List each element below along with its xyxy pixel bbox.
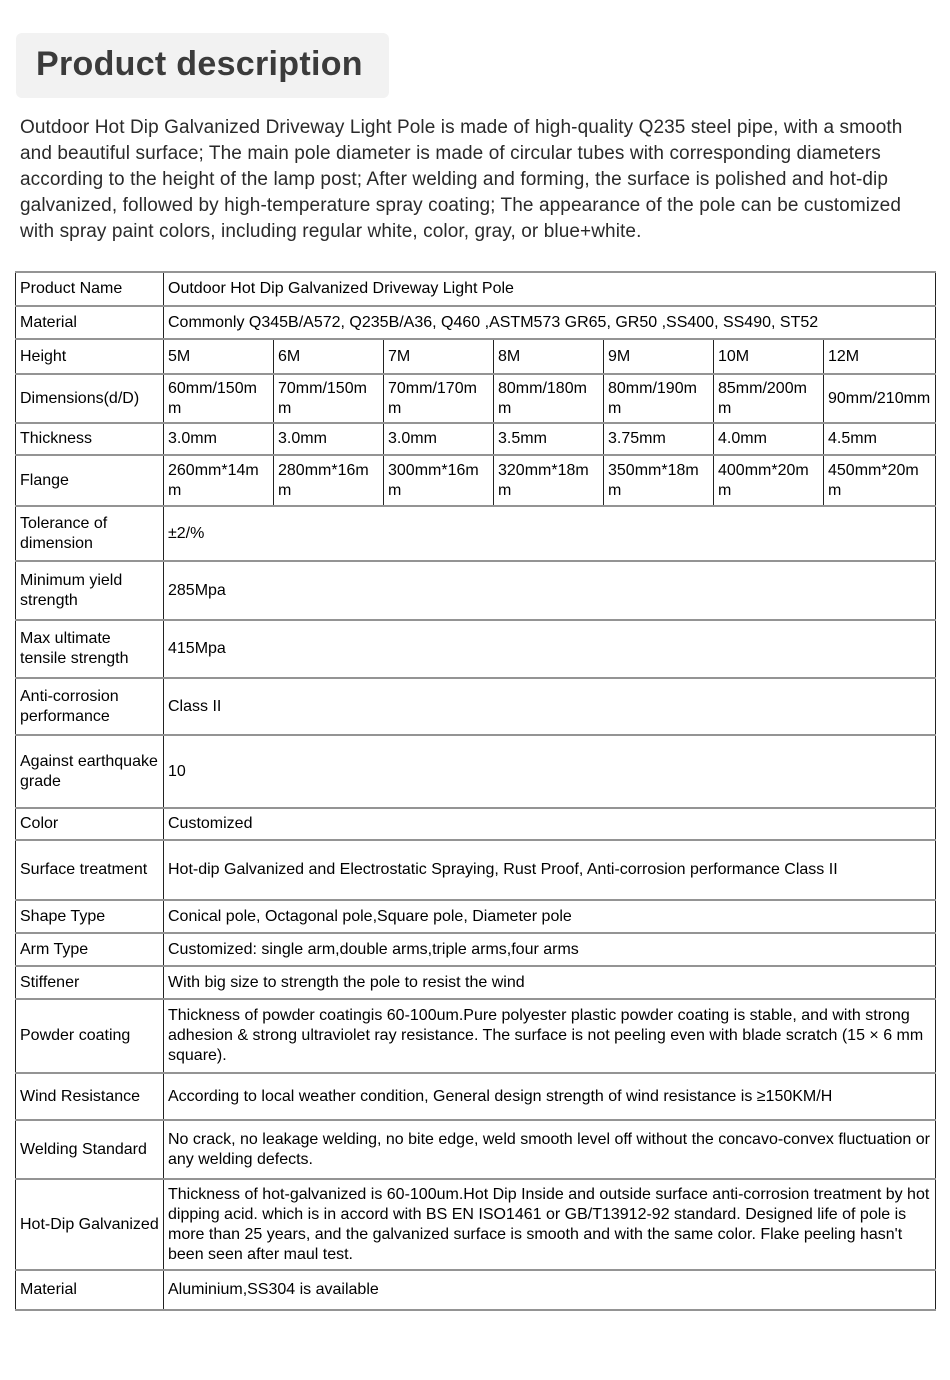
row-label: Product Name <box>16 272 164 306</box>
spec-value: Customized <box>164 808 936 840</box>
table-row-tolerance <box>16 506 936 561</box>
spec-value: Hot-dip Galvanized and Electrostatic Spraying, Rust Proof, Anti-corrosion performance Class II <box>164 840 936 900</box>
spec-value: Thickness of powder coatingis 60-100um.Pure polyester plastic powder coating is stable, and with strong adhesion & strong ultraviolet ray resistance. The surface is not peeling even with blade scratch (15 × 6 mm square). <box>164 999 936 1073</box>
spec-value: ±2/% <box>164 506 936 561</box>
table-row-powder-coating <box>16 999 936 1073</box>
spec-value: Thickness of hot-galvanized is 60-100um.Hot Dip Inside and outside surface anti-corrosion treatment by hot dipping acid. which is in accord with BS EN ISO1461 or GB/T13912-92 standard. Designed life of pole is more than 25 years, and the galvanized surface is smooth and with the same color. Flake peeling hasn't been seen after maul test. <box>164 1179 936 1270</box>
spec-value: 3.0mm <box>384 423 494 455</box>
spec-value: No crack, no leakage welding, no bite edge, weld smooth level off without the concavo-convex fluctuation or any welding defects. <box>164 1120 936 1179</box>
row-label: Thickness <box>16 423 164 455</box>
table-row-color <box>16 808 936 840</box>
table-row-earthquake <box>16 735 936 808</box>
spec-value: Outdoor Hot Dip Galvanized Driveway Light Pole <box>164 272 936 306</box>
spec-value: 70mm/150mm <box>274 374 384 423</box>
row-label: Minimum yield strength <box>16 561 164 620</box>
table-row-welding-standard <box>16 1120 936 1179</box>
spec-value: 3.5mm <box>494 423 604 455</box>
spec-value: With big size to strength the pole to resist the wind <box>164 966 936 999</box>
spec-value: 10M <box>714 339 824 374</box>
spec-value: 10 <box>164 735 936 808</box>
spec-value: 60mm/150mm <box>164 374 274 423</box>
table-row-material-2 <box>16 1270 936 1310</box>
spec-value: Class II <box>164 678 936 735</box>
spec-value: 12M <box>824 339 936 374</box>
table-row-stiffener <box>16 966 936 999</box>
spec-value: 90mm/210mm <box>824 374 936 423</box>
table-row-hot-dip-galvanized <box>16 1179 936 1270</box>
row-label: Stiffener <box>16 966 164 999</box>
table-row-flange <box>16 455 936 506</box>
spec-value: 260mm*14mm <box>164 455 274 506</box>
row-label: Max ultimate tensile strength <box>16 620 164 678</box>
row-label: Shape Type <box>16 900 164 933</box>
spec-value: 285Mpa <box>164 561 936 620</box>
spec-value: Conical pole, Octagonal pole,Square pole, Diameter pole <box>164 900 936 933</box>
row-label: Color <box>16 808 164 840</box>
section-heading-box <box>16 33 389 98</box>
spec-value: Customized: single arm,double arms,triple arms,four arms <box>164 933 936 966</box>
table-row-thickness <box>16 423 936 455</box>
spec-value: 320mm*18mm <box>494 455 604 506</box>
table-row-min-yield <box>16 561 936 620</box>
spec-value: 300mm*16mm <box>384 455 494 506</box>
spec-value: 4.5mm <box>824 423 936 455</box>
spec-value: Aluminium,SS304 is available <box>164 1270 936 1310</box>
spec-value: According to local weather condition, General design strength of wind resistance is ≥150KM/H <box>164 1073 936 1120</box>
spec-value: 8M <box>494 339 604 374</box>
spec-value: 400mm*20mm <box>714 455 824 506</box>
spec-value: 6M <box>274 339 384 374</box>
spec-value: 9M <box>604 339 714 374</box>
table-row-arm-type <box>16 933 936 966</box>
row-label: Powder coating <box>16 999 164 1073</box>
specification-table <box>15 271 936 1311</box>
row-label: Material <box>16 306 164 339</box>
spec-value: 3.0mm <box>164 423 274 455</box>
spec-value: 70mm/170mm <box>384 374 494 423</box>
page-title: Product description <box>36 45 363 83</box>
spec-value: 3.75mm <box>604 423 714 455</box>
table-row-anti-corrosion <box>16 678 936 735</box>
spec-value: 85mm/200mm <box>714 374 824 423</box>
row-label: Wind Resistance <box>16 1073 164 1120</box>
product-description-paragraph: Outdoor Hot Dip Galvanized Driveway Light Pole is made of high-quality Q235 steel pipe, with a smooth and beautiful surface; The main pole diameter is made of circular tubes with corresponding diameters according to the height of the lamp post; After welding and forming, the surface is polished and hot-dip galvanized, followed by high-temperature spray coating; The appearance of the pole can be customized with spray paint colors, including regular white, color, gray, or blue+white. <box>20 117 903 243</box>
table-row-max-tensile <box>16 620 936 678</box>
row-label: Dimensions(d/D) <box>16 374 164 423</box>
spec-value: 4.0mm <box>714 423 824 455</box>
spec-value: 280mm*16mm <box>274 455 384 506</box>
spec-value: Commonly Q345B/A572, Q235B/A36, Q460 ,ASTM573 GR65, GR50 ,SS400, SS490, ST52 <box>164 306 936 339</box>
row-label: Anti-corrosion performance <box>16 678 164 735</box>
table-row-dimensions <box>16 374 936 423</box>
row-label: Welding Standard <box>16 1120 164 1179</box>
table-row-surface-treatment <box>16 840 936 900</box>
row-label: Height <box>16 339 164 374</box>
row-label: Flange <box>16 455 164 506</box>
row-label: Surface treatment <box>16 840 164 900</box>
row-label: Material <box>16 1270 164 1310</box>
spec-value: 80mm/190mm <box>604 374 714 423</box>
spec-value: 350mm*18mm <box>604 455 714 506</box>
spec-value: 415Mpa <box>164 620 936 678</box>
table-row-product-name <box>16 272 936 306</box>
row-label: Against earthquake grade <box>16 735 164 808</box>
spec-value: 5M <box>164 339 274 374</box>
table-row-material <box>16 306 936 339</box>
spec-value: 450mm*20mm <box>824 455 936 506</box>
spec-value: 7M <box>384 339 494 374</box>
table-row-height <box>16 339 936 374</box>
row-label: Hot-Dip Galvanized <box>16 1179 164 1270</box>
table-row-shape-type <box>16 900 936 933</box>
table-row-wind-resistance <box>16 1073 936 1120</box>
spec-value: 3.0mm <box>274 423 384 455</box>
spec-value: 80mm/180mm <box>494 374 604 423</box>
row-label: Arm Type <box>16 933 164 966</box>
row-label: Tolerance of dimension <box>16 506 164 561</box>
